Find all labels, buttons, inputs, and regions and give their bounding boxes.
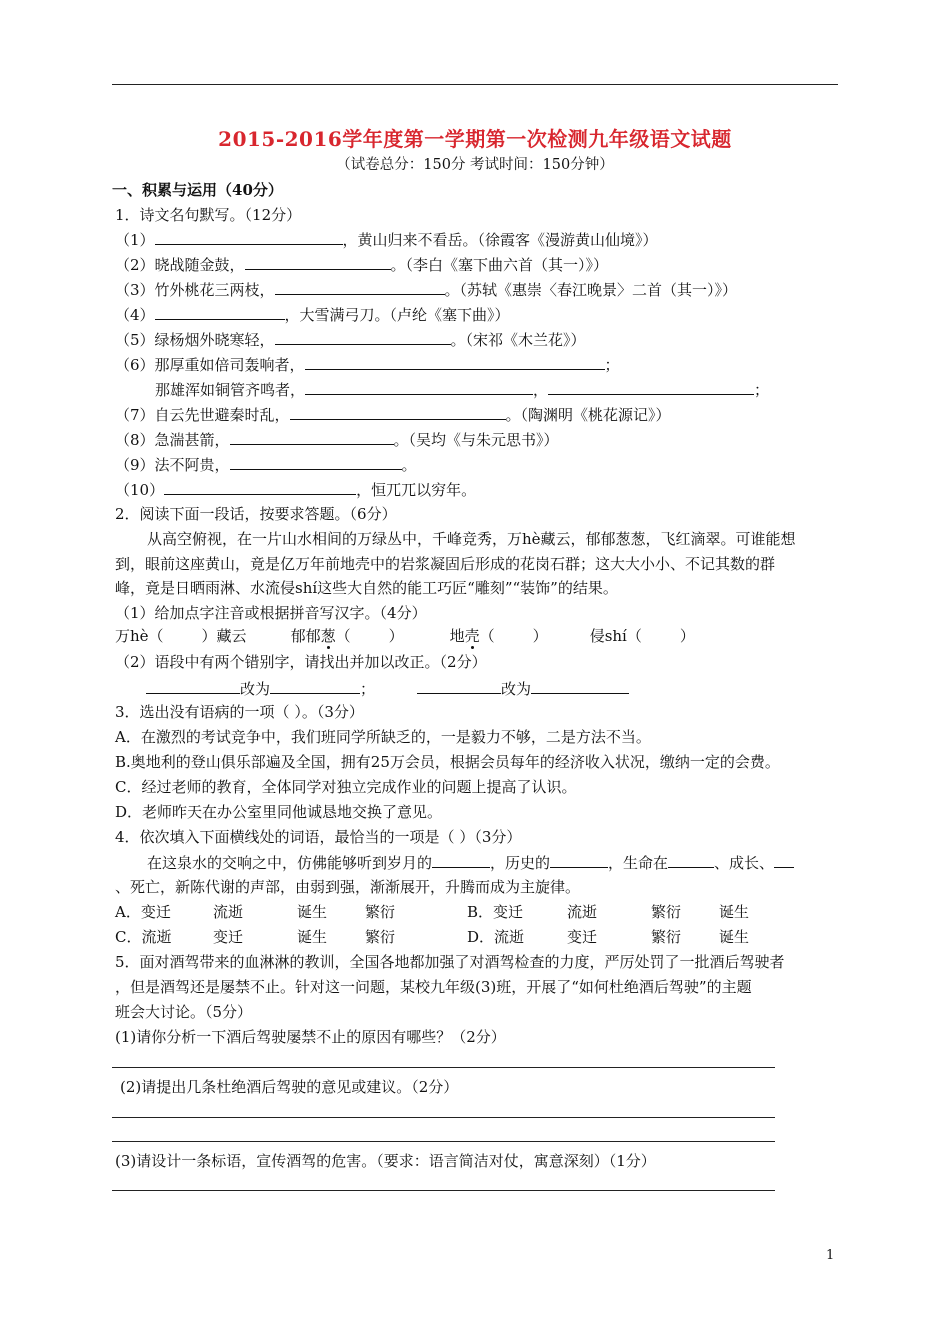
q5-sub2: (2)请提出几条杜绝酒后驾驶的意见或建议。（2分）	[120, 1078, 459, 1096]
option-word: 流逝	[567, 903, 598, 921]
q4-options-row	[115, 902, 749, 922]
q2-passage-line: 到，眼前这座黄山，竟是亿万年前地壳中的岩浆凝固后形成的花岗石群；这大大小小、不记其数的群	[115, 555, 776, 573]
answer-blank[interactable]	[774, 852, 794, 868]
q2-sub1: （1）给加点字注音或根据拼音写汉字。（4分）	[115, 604, 427, 622]
q1-item-8: （8）急湍甚箭， 。（吴均《与朱元思书》）	[115, 431, 559, 449]
answer-blank[interactable]	[245, 254, 391, 270]
option-word: 繁衍	[651, 928, 682, 946]
q4-option-a[interactable]: A．变迁	[115, 903, 171, 921]
item-cong: 郁郁葱（ ）	[290, 627, 404, 645]
option-word: 繁衍	[651, 903, 682, 921]
q2-passage-line: 从高空俯视，在一片山水相间的万绿丛中，千峰竞秀，万hè藏云，郁郁葱葱，飞红滴翠。可谁能想	[147, 530, 796, 548]
option-word: 变迁	[567, 928, 598, 946]
q4-option-c[interactable]: C．流逝	[115, 928, 172, 946]
option-word: 繁衍	[365, 928, 396, 946]
q1-item-6: （6）那厚重如倍司轰响者， ；	[115, 356, 620, 374]
answer-blank[interactable]	[230, 454, 402, 470]
q5-stem-line: 班会大讨论。（5分）	[115, 1003, 253, 1021]
q2-stem: 2．阅读下面一段话，按要求答题。（6分）	[115, 505, 397, 523]
q3-option-a[interactable]: A．在激烈的考试竞争中，我们班同学所缺乏的，一是毅力不够，二是方法不当。	[115, 728, 651, 746]
exam-subtitle: （试卷总分：150分 考试时间：150分钟）	[336, 157, 614, 173]
answer-blank[interactable]	[432, 852, 490, 868]
answer-blank[interactable]	[305, 354, 605, 370]
q5-sub1: (1)请你分析一下酒后驾驶屡禁不止的原因有哪些？（2分）	[115, 1028, 506, 1046]
q4-option-b[interactable]: B．变迁	[467, 903, 524, 921]
q1-item-1: （1） ，黄山归来不看岳。（徐霞客《漫游黄山仙境》）	[115, 231, 658, 249]
q1-item-3: （3）竹外桃花三两枝， 。（苏轼《惠崇〈春江晚景〉二首（其一）》）	[115, 281, 738, 299]
page-number: 1	[826, 1248, 835, 1263]
q1-item-2: （2）晓战随金鼓， 。（李白《塞下曲六首（其一）》）	[115, 256, 609, 274]
q2-passage-line: 峰，竟是日晒雨淋、水流侵shí这些大自然的能工巧匠“雕刻”“装饰”的结果。	[115, 579, 618, 597]
option-word: 繁衍	[365, 903, 396, 921]
option-word: 诞生	[297, 928, 328, 946]
answer-line[interactable]	[112, 1117, 775, 1118]
q1-item-10: （10） ，恒兀兀以穷年。	[115, 481, 477, 499]
q3-option-d[interactable]: D．老师昨天在办公室里同他诚恳地交换了意见。	[115, 803, 443, 821]
q4-option-d[interactable]: D．流逝	[467, 928, 525, 946]
answer-blank[interactable]	[290, 404, 506, 420]
answer-line[interactable]	[112, 1190, 775, 1191]
answer-blank[interactable]	[305, 379, 533, 395]
option-word: 诞生	[297, 903, 328, 921]
header-rule	[112, 84, 838, 85]
q1-item-9: （9）法不阿贵， 。	[115, 456, 417, 474]
q4-stem: 4．依次填入下面横线处的词语，最恰当的一项是（ ）（3分）	[115, 828, 522, 846]
answer-blank[interactable]	[270, 678, 360, 694]
answer-line[interactable]	[112, 1067, 775, 1068]
q1-item-7: （7）自云先世避秦时乱， 。（陶渊明《桃花源记》）	[115, 406, 671, 424]
answer-blank[interactable]	[550, 852, 608, 868]
answer-blank[interactable]	[275, 329, 451, 345]
exam-title: 2015-2016学年度第一学期第一次检测九年级语文试题	[218, 127, 732, 151]
q1-item-5: （5）绿杨烟外晓寒轻， 。（宋祁《木兰花》）	[115, 331, 586, 349]
q3-stem: 3．选出没有语病的一项（ ）。（3分）	[115, 703, 364, 721]
item-qiao: 地壳（ ）	[449, 627, 548, 645]
q4-options-row	[115, 927, 749, 947]
q5-stem-line: ，但是酒驾还是屡禁不止。针对这一问题，某校九年级(3)班，开展了“如何杜绝酒后驾驶”的主题	[115, 978, 752, 996]
option-word: 诞生	[719, 928, 750, 946]
option-word: 变迁	[213, 928, 244, 946]
option-word: 诞生	[719, 903, 750, 921]
answer-blank[interactable]	[164, 479, 356, 495]
q3-option-c[interactable]: C．经过老师的教育，全体同学对独立完成作业的问题上提高了认识。	[115, 778, 577, 796]
answer-blank[interactable]	[417, 678, 501, 694]
q1-stem: 1．诗文名句默写。（12分）	[115, 206, 302, 224]
q4-passage-line1: 在这泉水的交响之中，仿佛能够听到岁月的 ，历史的 ，生命在 、成长、	[147, 852, 794, 873]
q5-stem-line: 5．面对酒驾带来的血淋淋的教训，全国各地都加强了对酒驾检查的力度，严厉处罚了一批酒后驾驶者	[115, 953, 785, 971]
answer-blank[interactable]	[146, 678, 240, 694]
answer-blank[interactable]	[275, 279, 445, 295]
q2-sub1-items	[115, 626, 695, 646]
q4-passage-line2: 、死亡，新陈代谢的声部，由弱到强，渐渐展开，升腾而成为主旋律。	[115, 878, 581, 896]
q2-sub2-answers: 改为 ； 改为	[146, 678, 629, 699]
q1-item-6b: 那雄浑如铜管齐鸣者， ， ；	[155, 381, 770, 399]
answer-blank[interactable]	[531, 678, 629, 694]
section-title: 一、积累与运用（40分）	[112, 181, 283, 199]
item-shi: 侵shí（ ）	[589, 627, 695, 645]
option-word: 流逝	[213, 903, 244, 921]
q5-sub3: (3)请设计一条标语，宣传酒驾的危害。（要求：语言简洁对仗，寓意深刻）（1分）	[115, 1152, 656, 1170]
answer-blank[interactable]	[155, 304, 285, 320]
item-he: 万hè（ ）藏云	[115, 627, 247, 645]
q1-item-4: （4） ，大雪满弓刀。（卢纶《塞下曲》）	[115, 306, 510, 324]
answer-line[interactable]	[112, 1141, 775, 1142]
answer-blank[interactable]	[155, 229, 343, 245]
answer-blank[interactable]	[548, 379, 754, 395]
q2-sub2: （2）语段中有两个错别字，请找出并加以改正。（2分）	[115, 653, 487, 671]
q3-option-b[interactable]: B.奥地利的登山俱乐部遍及全国，拥有25万会员，根据会员每年的经济收入状况，缴纳一定的会费。	[115, 753, 780, 771]
answer-blank[interactable]	[668, 852, 714, 868]
answer-blank[interactable]	[230, 429, 394, 445]
